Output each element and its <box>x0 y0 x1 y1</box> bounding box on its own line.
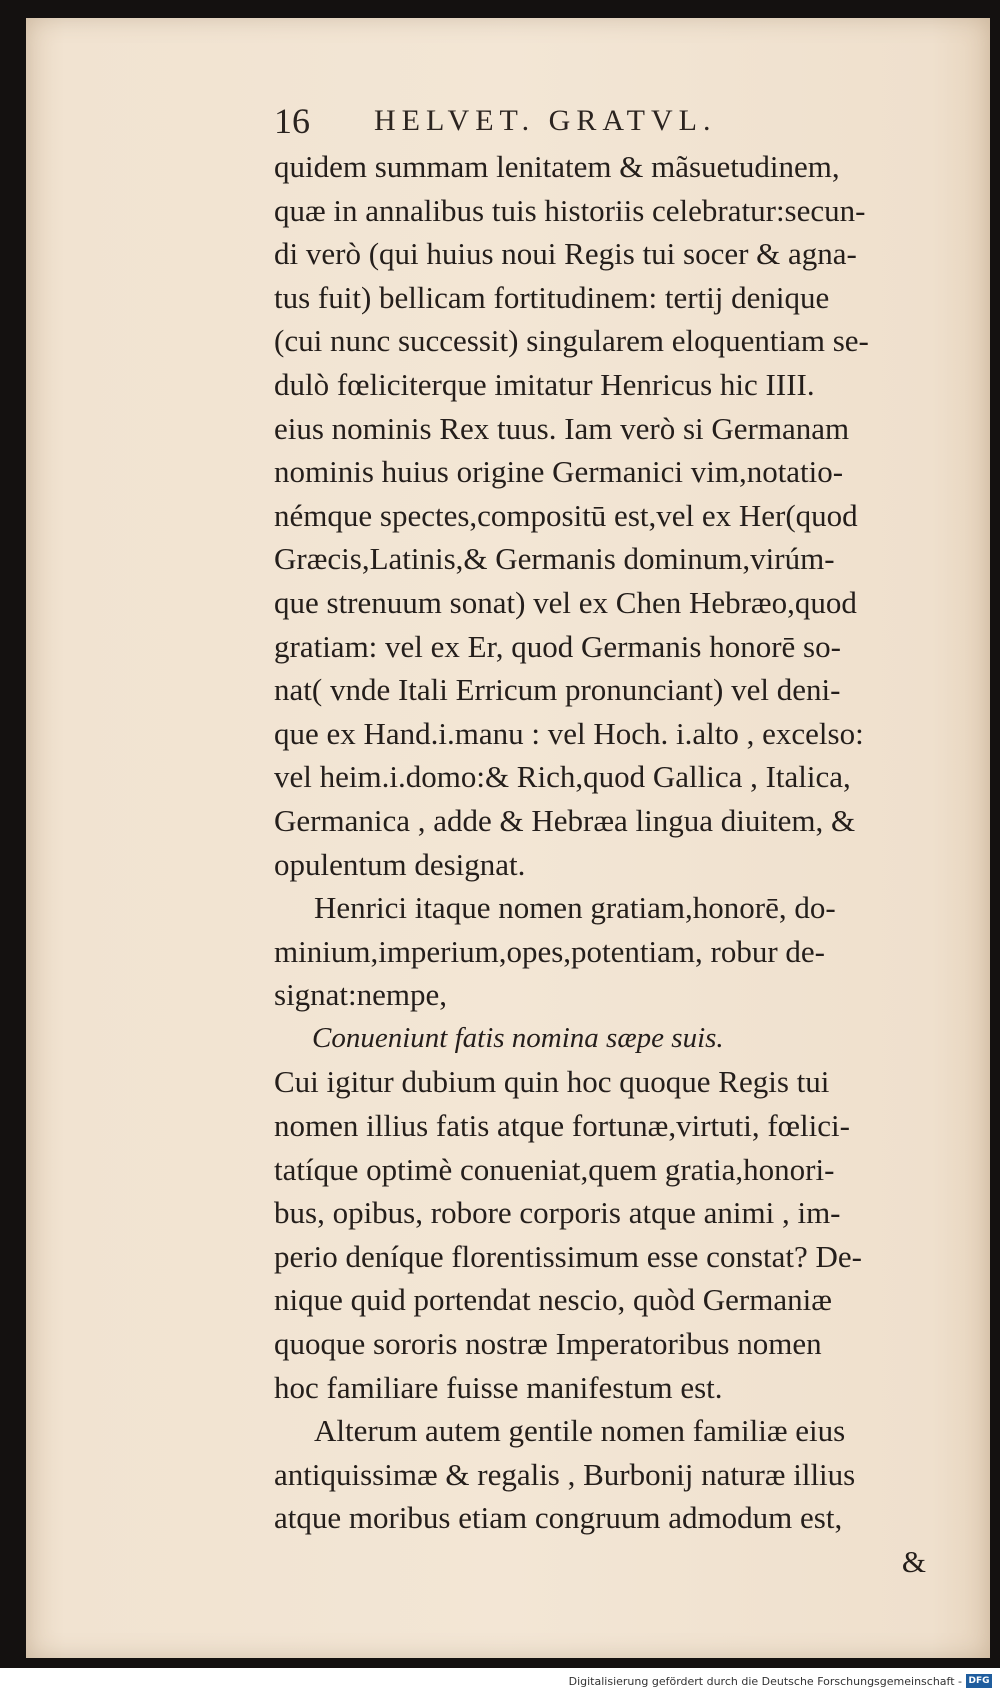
verse-quotation: Conueniunt fatis nomina sæpe suis. <box>312 1021 724 1054</box>
text-line: nat( vnde Itali Erricum pronunciant) vel deni- <box>274 672 841 708</box>
text-line: di verò (qui huius noui Regis tui socer & agna- <box>274 236 857 272</box>
text-line: perio deníque florentissimum esse constat? De- <box>274 1238 862 1274</box>
text-line: minium,imperium,opes,potentiam, robur de- <box>274 933 826 969</box>
text-line: hoc familiare fuisse manifestum est. <box>274 1369 723 1405</box>
dfg-logo: DFG <box>966 1674 992 1688</box>
text-line: quidem summam lenitatem & mãsuetudinem, <box>274 149 840 184</box>
text-line: gratiam: vel ex Er, quod Germanis honorē so- <box>274 628 841 664</box>
text-line: quæ in annalibus tuis historiis celebratur:secun- <box>274 192 866 228</box>
text-line: tus fuit) bellicam fortitudinem: tertij denique <box>274 279 830 315</box>
text-line: nomen illius fatis atque fortunæ,virtuti, fœlici- <box>274 1108 850 1144</box>
text-line: némque spectes,compositū est,vel ex Her(quod <box>274 497 858 533</box>
text-line: Græcis,Latinis,& Germanis dominum,virúm- <box>274 541 835 577</box>
text-line: que strenuum sonat) vel ex Chen Hebræo,quod <box>274 584 857 620</box>
text-line: Cui igitur dubium quin hoc quoque Regis tui <box>274 1064 830 1100</box>
text-line: bus, opibus, robore corporis atque animi , im- <box>274 1195 841 1231</box>
catchword: & <box>901 1544 926 1579</box>
text-line: signat:nempe, <box>274 977 448 1013</box>
body-text <box>274 145 954 1584</box>
text-line: quoque sororis nostræ Imperatoribus nomen <box>274 1326 822 1362</box>
text-line: (cui nunc successit) singularem eloquentiam se- <box>274 323 869 359</box>
running-title: HELVET. GRATVL. <box>374 104 717 137</box>
funding-credit: Digitalisierung gefördert durch die Deutsche Forschungsgemeinschaft - <box>568 1675 962 1688</box>
text-line: nique quid portendat nescio, quòd Germaniæ <box>274 1282 832 1318</box>
text-line: eius nominis Rex tuus. Iam verò si Germanam <box>274 410 850 446</box>
text-line: dulò fœliciterque imitatur Henricus hic IIII. <box>274 366 815 402</box>
page-number: 16 <box>274 101 310 141</box>
text-line: nominis huius origine Germanici vim,notatio- <box>274 454 844 490</box>
text-line: que ex Hand.i.manu : vel Hoch. i.alto , excelso: <box>274 715 864 751</box>
text-line: opulentum designat. <box>274 846 526 882</box>
paragraph-start: Alterum autem gentile nomen familiæ eius <box>314 1413 846 1449</box>
page-header <box>274 96 954 146</box>
text-line: Germanica , adde & Hebræa lingua diuitem, & <box>274 802 856 838</box>
text-line: tatíque optimè conueniat,quem gratia,honori- <box>274 1151 835 1187</box>
text-line: atque moribus etiam congruum admodum est, <box>274 1500 843 1536</box>
text-line: vel heim.i.domo:& Rich,quod Gallica , Italica, <box>274 759 851 795</box>
text-line: antiquissimæ & regalis , Burbonij naturæ illius <box>274 1456 856 1492</box>
paragraph-start: Henrici itaque nomen gratiam,honorē, do- <box>314 890 836 926</box>
digitization-footer <box>0 1668 1000 1698</box>
